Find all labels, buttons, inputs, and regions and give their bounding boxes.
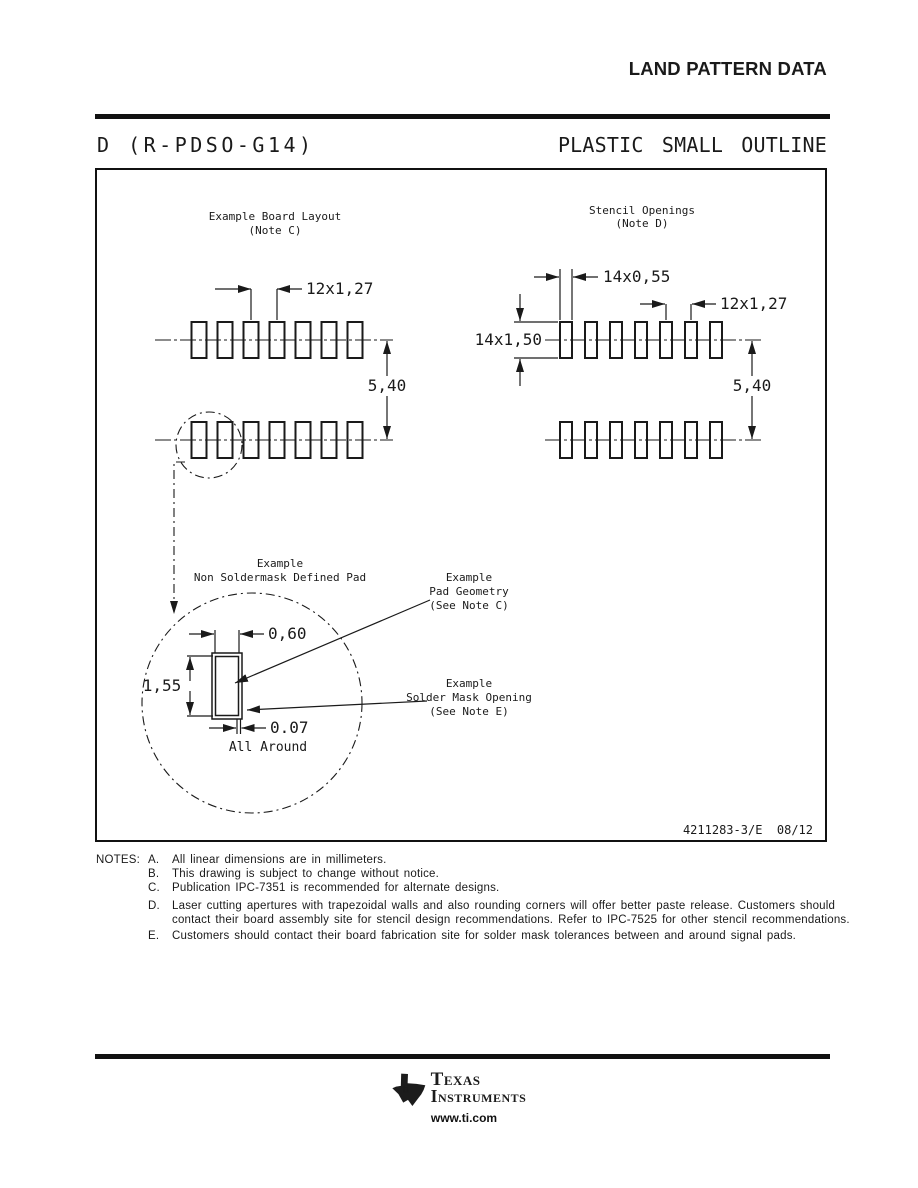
note-letter: D. — [148, 900, 160, 912]
stencil-view — [475, 204, 788, 458]
note-item-b — [148, 867, 872, 881]
stencil-opening-height-dim: 14x1,50 — [474, 330, 542, 349]
stencil-pitch-dim: 12x1,27 — [720, 294, 788, 313]
note-text: Publication IPC-7351 is recommended for alternate designs. — [172, 882, 500, 894]
pad-callout-line3: (See Note C) — [429, 599, 509, 612]
board-layout-view — [155, 210, 406, 614]
stencil-row-spacing-dim: 5,40 — [732, 376, 772, 395]
mask-offset-label: All Around — [228, 740, 308, 755]
notes-heading: NOTES: — [96, 854, 141, 866]
note-letter: C. — [148, 882, 160, 894]
note-text: Laser cutting apertures with trapezoidal walls and also rounding corners will offer better paste release. Customers should contact their board assembly site for stencil design recommendations. Refer to IPC-7525 for other stencil recommendations. — [172, 900, 850, 926]
page-title: LAND PATTERN DATA — [628, 58, 827, 79]
detail-title-line2: Non Soldermask Defined Pad — [193, 571, 367, 584]
detail-title-line1: Example — [256, 557, 304, 570]
mask-callout-leader — [247, 701, 427, 710]
note-item-d — [148, 899, 872, 927]
pad-height-dim: 1,55 — [142, 676, 182, 695]
bottom-rule — [95, 1054, 830, 1059]
note-item-a — [148, 853, 872, 867]
pad-rect — [216, 657, 239, 716]
ti-logo — [392, 1069, 527, 1108]
package-code: D (R-PDSO-G14) — [97, 133, 315, 157]
pad-callout-leader — [235, 600, 430, 683]
note-text: Customers should contact their board fabrication site for solder mask tolerances between and around signal pads. — [172, 930, 797, 942]
svg-text:ti: ti — [401, 1082, 409, 1096]
brand-line1: Texas — [430, 1069, 481, 1090]
stencil-opening-width-dim: 14x0,55 — [603, 267, 671, 286]
solder-mask-opening-rect — [212, 653, 242, 719]
drawing-frame — [95, 168, 827, 842]
pad-callout-line1: Example — [445, 571, 493, 584]
detail-circle — [142, 593, 362, 813]
pad-width-dim: 0,60 — [268, 624, 307, 643]
pad-callout-line2: Pad Geometry — [429, 585, 509, 598]
mask-offset-dim: 0.07 — [270, 718, 309, 737]
detail-leader-arrow — [174, 462, 185, 614]
note-letter: B. — [148, 868, 160, 880]
land-pattern-drawing — [97, 170, 825, 840]
board-row-spacing-dim: 5,40 — [367, 376, 407, 395]
pad-detail-view — [142, 557, 532, 813]
brand-line2: Instruments — [430, 1086, 527, 1106]
note-text: This drawing is subject to change without notice. — [172, 868, 440, 880]
note-text: All linear dimensions are in millimeters. — [172, 854, 387, 866]
stencil-subtitle: (Note D) — [615, 217, 669, 230]
mask-callout-line1: Example — [445, 677, 493, 690]
package-type: PLASTIC SMALL OUTLINE — [557, 133, 827, 157]
brand-name — [430, 1069, 527, 1106]
note-item-c — [148, 881, 872, 895]
board-pitch-dim: 12x1,27 — [306, 279, 374, 298]
mask-callout-line3: (See Note E) — [429, 705, 509, 718]
doc-number: 4211283-3/E 08/12 — [682, 823, 813, 837]
board-layout-title: Example Board Layout — [208, 210, 342, 223]
board-layout-subtitle: (Note C) — [248, 224, 302, 237]
note-letter: E. — [148, 930, 160, 942]
top-rule — [95, 114, 830, 119]
website-url: www.ti.com — [430, 1111, 498, 1125]
mask-callout-line2: Solder Mask Opening — [406, 691, 532, 704]
texas-state-icon — [392, 1072, 426, 1108]
note-letter: A. — [148, 854, 160, 866]
note-item-e — [148, 929, 872, 943]
stencil-title: Stencil Openings — [589, 204, 695, 217]
footer — [0, 1069, 918, 1125]
